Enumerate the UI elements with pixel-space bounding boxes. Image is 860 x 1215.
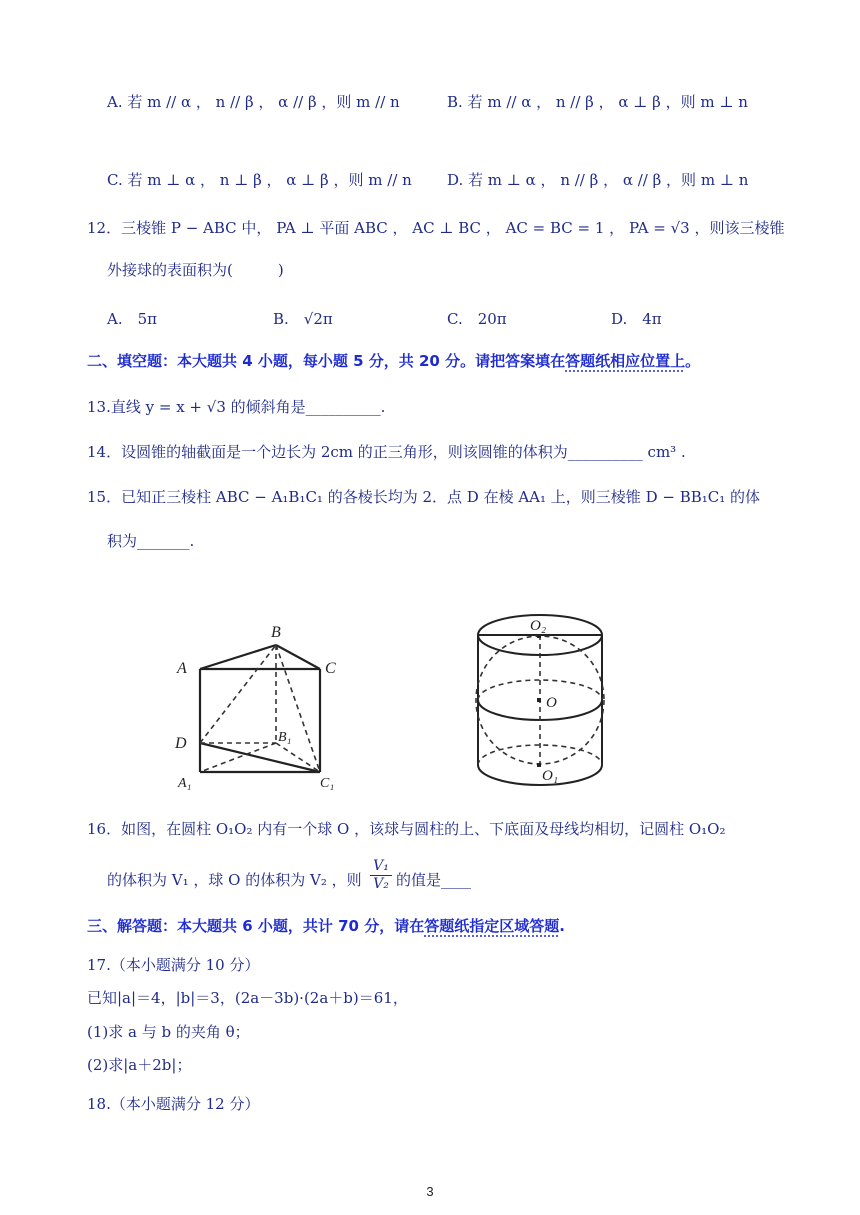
question-13: 13.直线 y = x + √3 的倾斜角是__________. — [87, 398, 386, 416]
label-c: C — [325, 660, 336, 677]
section-2-prefix: 二、填空题：本大题共 4 小题，每小题 5 分，共 20 分。请把答案填在 — [87, 352, 566, 370]
option-c: C. 若 m ⊥ α ， n ⊥ β ， α ⊥ β ，则 m // n — [107, 171, 412, 189]
label-o1: O₁ — [542, 768, 559, 784]
question-14: 14．设圆锥的轴截面是一个边长为 2cm 的正三角形，则该圆锥的体积为__________ cm³ . — [87, 443, 686, 461]
question-18-title: 18.（本小题满分 12 分） — [87, 1095, 260, 1113]
label-o: O — [546, 695, 557, 711]
question-12-line2: 外接球的表面积为( ) — [107, 261, 284, 279]
section-2-heading — [87, 350, 700, 371]
question-16-line2b: 的值是____ — [396, 871, 472, 889]
question-17-title: 17.（本小题满分 10 分） — [87, 956, 260, 974]
option-a: A. 若 m // α ， n // β ， α // β ，则 m // n — [107, 93, 400, 111]
section-3-emphasis: 答题纸指定区域答题 — [424, 917, 560, 935]
fraction — [370, 858, 392, 893]
question-16-line1: 16．如图，在圆柱 O₁O₂ 内有一个球 O ，该球与圆柱的上、下底面及母线均相切，记圆柱 O₁O₂ — [87, 820, 726, 838]
question-17-given: 已知|a|＝4，|b|＝3，(2a－3b)·(2a＋b)＝61， — [87, 989, 408, 1007]
question-17-part1: (1)求 a 与 b 的夹角 θ； — [87, 1023, 250, 1041]
q12-option-c: C. 20π — [447, 310, 507, 328]
fraction-numerator: V₁ — [370, 858, 392, 876]
page-number: 3 — [426, 1184, 434, 1199]
question-16-line2a: 的体积为 V₁ ，球 O 的体积为 V₂ ，则 — [107, 871, 362, 889]
label-c1: C₁ — [320, 776, 335, 790]
section-3-heading — [87, 915, 565, 936]
q12-option-a: A. 5π — [107, 310, 158, 328]
option-d: D. 若 m ⊥ α ， n // β ， α // β ，则 m ⊥ n — [447, 171, 749, 189]
label-o2: O₂ — [530, 618, 547, 634]
prism-figure — [170, 615, 350, 790]
q12-option-d: D. 4π — [611, 310, 662, 328]
question-15-line2: 积为_______. — [107, 532, 195, 550]
question-12-line1: 12．三棱锥 P − ABC 中， PA ⊥ 平面 ABC ， AC ⊥ BC ， AC = BC = 1 ， PA = √3 ，则该三棱锥 — [87, 219, 785, 237]
section-2-suffix: 。 — [685, 352, 701, 370]
label-a: A — [177, 660, 187, 677]
fraction-denominator: V₂ — [373, 876, 389, 892]
cylinder-figure — [470, 610, 615, 790]
label-b: B — [271, 624, 281, 641]
section-2-emphasis: 答题纸相应位置上 — [565, 352, 686, 370]
q12-option-b: B. √2π — [273, 310, 333, 328]
section-3-prefix: 三、解答题：本大题共 6 小题，共计 70 分，请在 — [87, 917, 425, 935]
section-3-suffix: . — [559, 917, 565, 935]
label-a1: A₁ — [178, 776, 192, 790]
label-d: D — [175, 735, 187, 752]
question-15-line1: 15．已知正三棱柱 ABC − A₁B₁C₁ 的各棱长均为 2．点 D 在棱 AA₁ 上，则三棱锥 D − BB₁C₁ 的体 — [87, 488, 761, 506]
question-17-part2: (2)求|a＋2b|； — [87, 1056, 192, 1074]
option-b: B. 若 m // α ， n // β ， α ⊥ β ，则 m ⊥ n — [447, 93, 748, 111]
label-b1: B₁ — [278, 730, 292, 745]
